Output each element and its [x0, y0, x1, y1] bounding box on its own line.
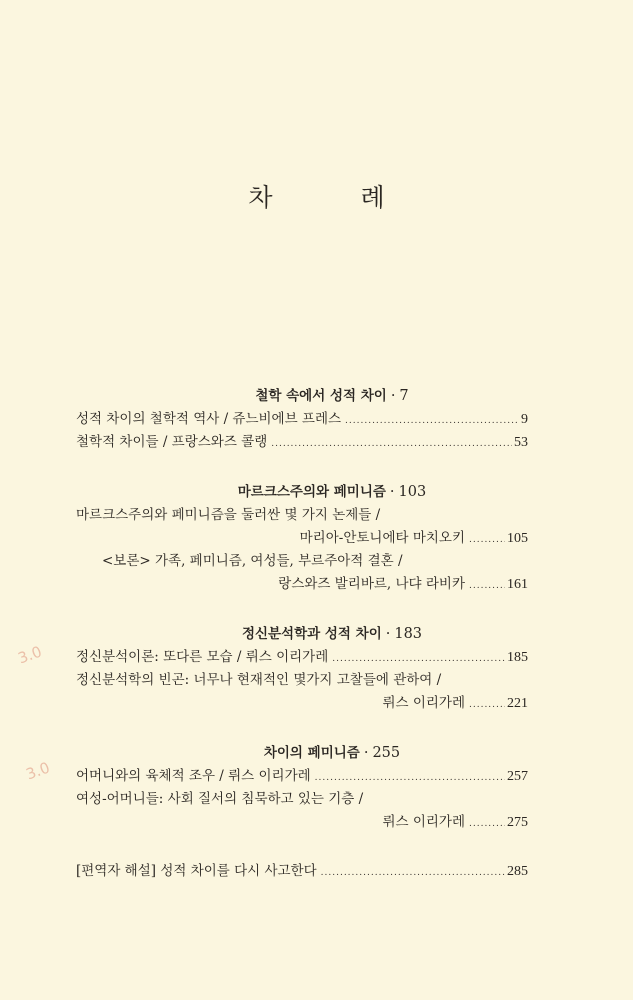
toc-section — [76, 384, 528, 454]
section-heading: 정신분석학과 성적 차이 · 183 — [241, 626, 423, 642]
dot-leader — [271, 433, 512, 456]
dot-leader — [321, 862, 505, 885]
toc-entry-line[interactable]: <보론> 가족, 페미니즘, 여성들, 부르주아적 결혼 / — [102, 553, 403, 569]
section-heading: 차이의 페미니즘 · 255 — [263, 745, 401, 761]
toc-entry[interactable]: 정신분석이론: 또다른 모습 / 뤼스 이리가레 ..... 185 — [76, 646, 528, 669]
dot-leader — [315, 767, 505, 790]
dot-leader — [345, 410, 519, 433]
toc-afterword — [76, 860, 528, 883]
toc-entry[interactable]: 성적 차이의 철학적 역사 / 쥬느비에브 프레스 ..... 9 — [76, 408, 528, 431]
toc-entry-author-line[interactable]: 뤼스 이리가레 ..... 221 — [76, 692, 528, 715]
toc-section — [76, 622, 528, 715]
toc-entry-author-line[interactable]: 랑스와즈 발리바르, 나댜 라비카 ..... 161 — [76, 573, 528, 596]
toc-section — [76, 480, 528, 596]
dot-leader — [469, 813, 505, 836]
pencil-annotation: 3.0 — [15, 642, 45, 668]
dot-leader — [469, 694, 505, 717]
section-heading: 철학 속에서 성적 차이 · 7 — [255, 388, 409, 404]
dot-leader — [469, 529, 505, 552]
toc-section — [76, 741, 528, 834]
toc-entry-line[interactable]: 여성-어머니들: 사회 질서의 침묵하고 있는 기층 / — [76, 791, 364, 807]
toc-entry[interactable]: [편역자 해설] 성적 차이를 다시 사고한다 ..... 285 — [76, 860, 528, 883]
toc-entry-line[interactable]: 마르크스주의와 페미니즘을 둘러싼 몇 가지 논제들 / — [76, 507, 381, 523]
toc-entry-line[interactable]: 정신분석학의 빈곤: 너무나 현재적인 몇가지 고찰들에 관하여 / — [76, 672, 442, 688]
toc-entry-author-line[interactable]: 마리아-안토니에타 마치오키 ..... 105 — [76, 527, 528, 550]
pencil-annotation: 3.0 — [23, 758, 53, 784]
table-of-contents — [76, 384, 528, 909]
section-heading: 마르크스주의와 페미니즘 · 103 — [237, 484, 427, 500]
toc-entry[interactable]: 철학적 차이들 / 프랑스와즈 콜랭 ..... 53 — [76, 431, 528, 454]
toc-entry[interactable]: 어머니와의 육체적 조우 / 뤼스 이리가레 ..... 257 — [76, 765, 528, 788]
toc-entry-author-line[interactable]: 뤼스 이리가레 ..... 275 — [76, 811, 528, 834]
dot-leader — [469, 575, 505, 598]
page-title: 차 례 — [248, 183, 425, 212]
dot-leader — [332, 648, 505, 671]
